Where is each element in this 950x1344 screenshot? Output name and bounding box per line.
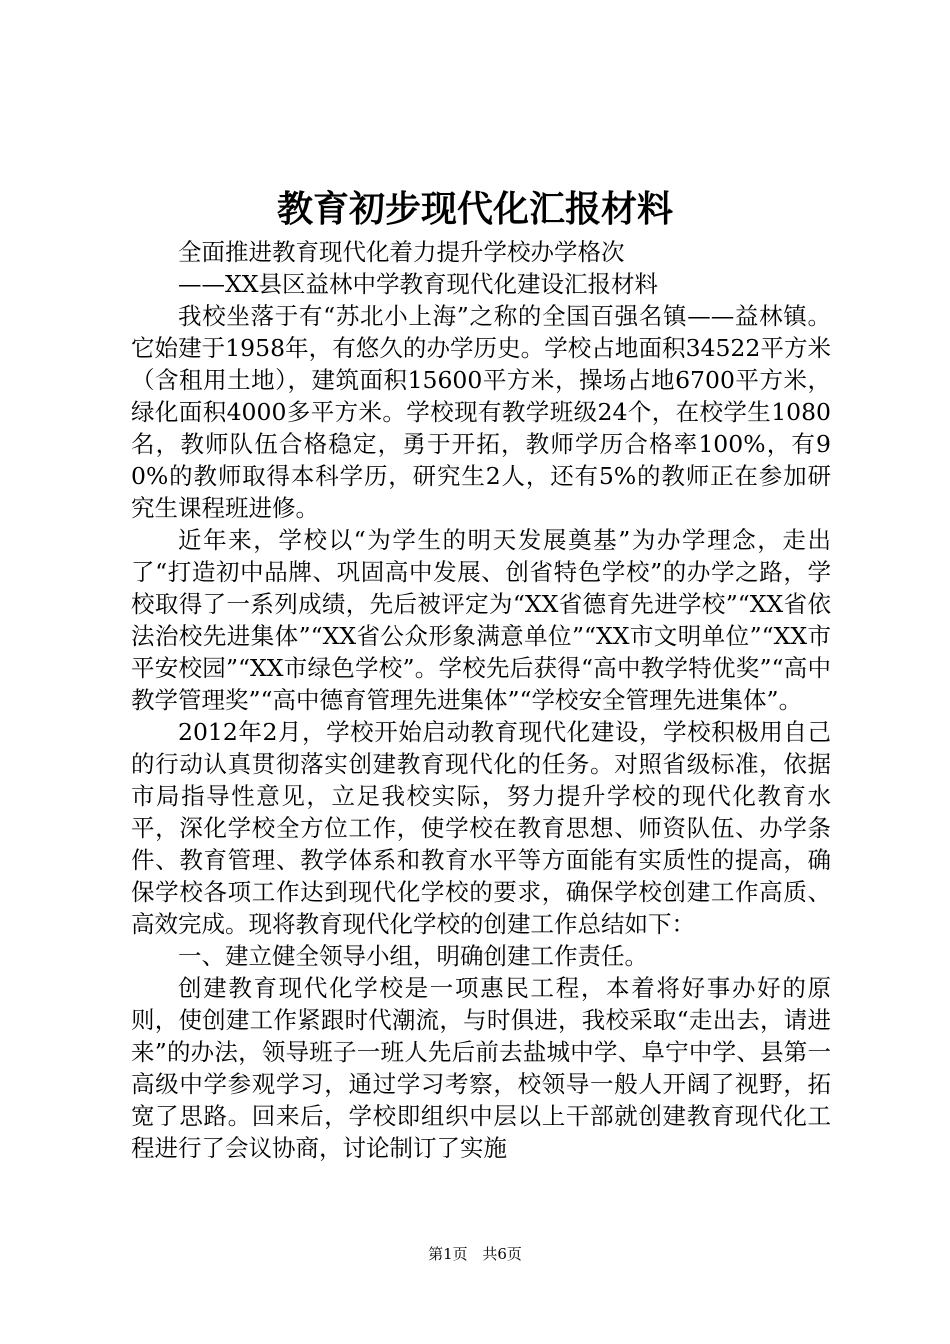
section-heading-1: 一、建立健全领导小组，明确创建工作责任。: [178, 942, 648, 970]
page-number: 第1页: [428, 1245, 468, 1263]
subtitle-source-line: ——XX县区益林中学教育现代化建设汇报材料: [178, 270, 658, 298]
paragraph-leadership: 创建教育现代化学校是一项惠民工程，本着将好事办好的原则，使创建工作紧跟时代潮流，与时俱进，我校采取“走出去，请进来”的办法，领导班子一班人先后前去盐城中学、阜宁中学、县第一高级中学参观学习，通过学习考察，校领导一般人开阔了视野，拓宽了思路。回来后，学校即组织中层以上干部就创建教育现代化工程进行了会议协商，讨论制订了实施: [131, 974, 831, 1162]
document-body: [131, 236, 831, 1164]
paragraph-achievements: 近年来，学校以“为学生的明天发展奠基”为办学理念，走出了“打造初中品牌、巩固高中发展、创省特色学校”的办学之路，学校取得了一系列成绩，先后被评定为“XX省德育先进学校”“XX省依法治校先进集体”“XX省公众形象满意单位”“XX市文明单位”“XX市平安校园”“XX市绿色学校”。学校先后获得“高中教学特优奖”“高中教学管理奖”“高中德育管理先进集体”“学校安全管理先进集体”。: [131, 526, 831, 714]
paragraph-modernization-start: 2012年2月，学校开始启动教育现代化建设，学校积极用自己的行动认真贯彻落实创建教育现代化的任务。对照省级标准，依据市局指导性意见，立足我校实际，努力提升学校的现代化教育水平，深化学校全方位工作，使学校在教育思想、师资队伍、办学条件、教育管理、教学体系和教育水平等方面能有实质性的提高，确保学校各项工作达到现代化学校的要求，确保学校创建工作高质、高效完成。现将教育现代化学校的创建工作总结如下：: [131, 718, 831, 938]
document-title: 教育初步现代化汇报材料: [276, 188, 673, 230]
page-footer: [0, 1244, 950, 1264]
subtitle-line: 全面推进教育现代化着力提升学校办学格次: [178, 238, 625, 266]
paragraph-school-overview: 我校坐落于有“苏北小上海”之称的全国百强名镇——益林镇。它始建于1958年，有悠久的办学历史。学校占地面积34522平方米（含租用土地），建筑面积15600平方米，操场占地6700平方米，绿化面积4000多平方米。学校现有教学班级24个，在校学生1080名，教师队伍合格稳定，勇于开拓，教师学历合格率100%，有90%的教师取得本科学历，研究生2人，还有5%的教师正在参加研究生课程班进修。: [131, 302, 831, 522]
page-total: 共6页: [482, 1245, 522, 1263]
